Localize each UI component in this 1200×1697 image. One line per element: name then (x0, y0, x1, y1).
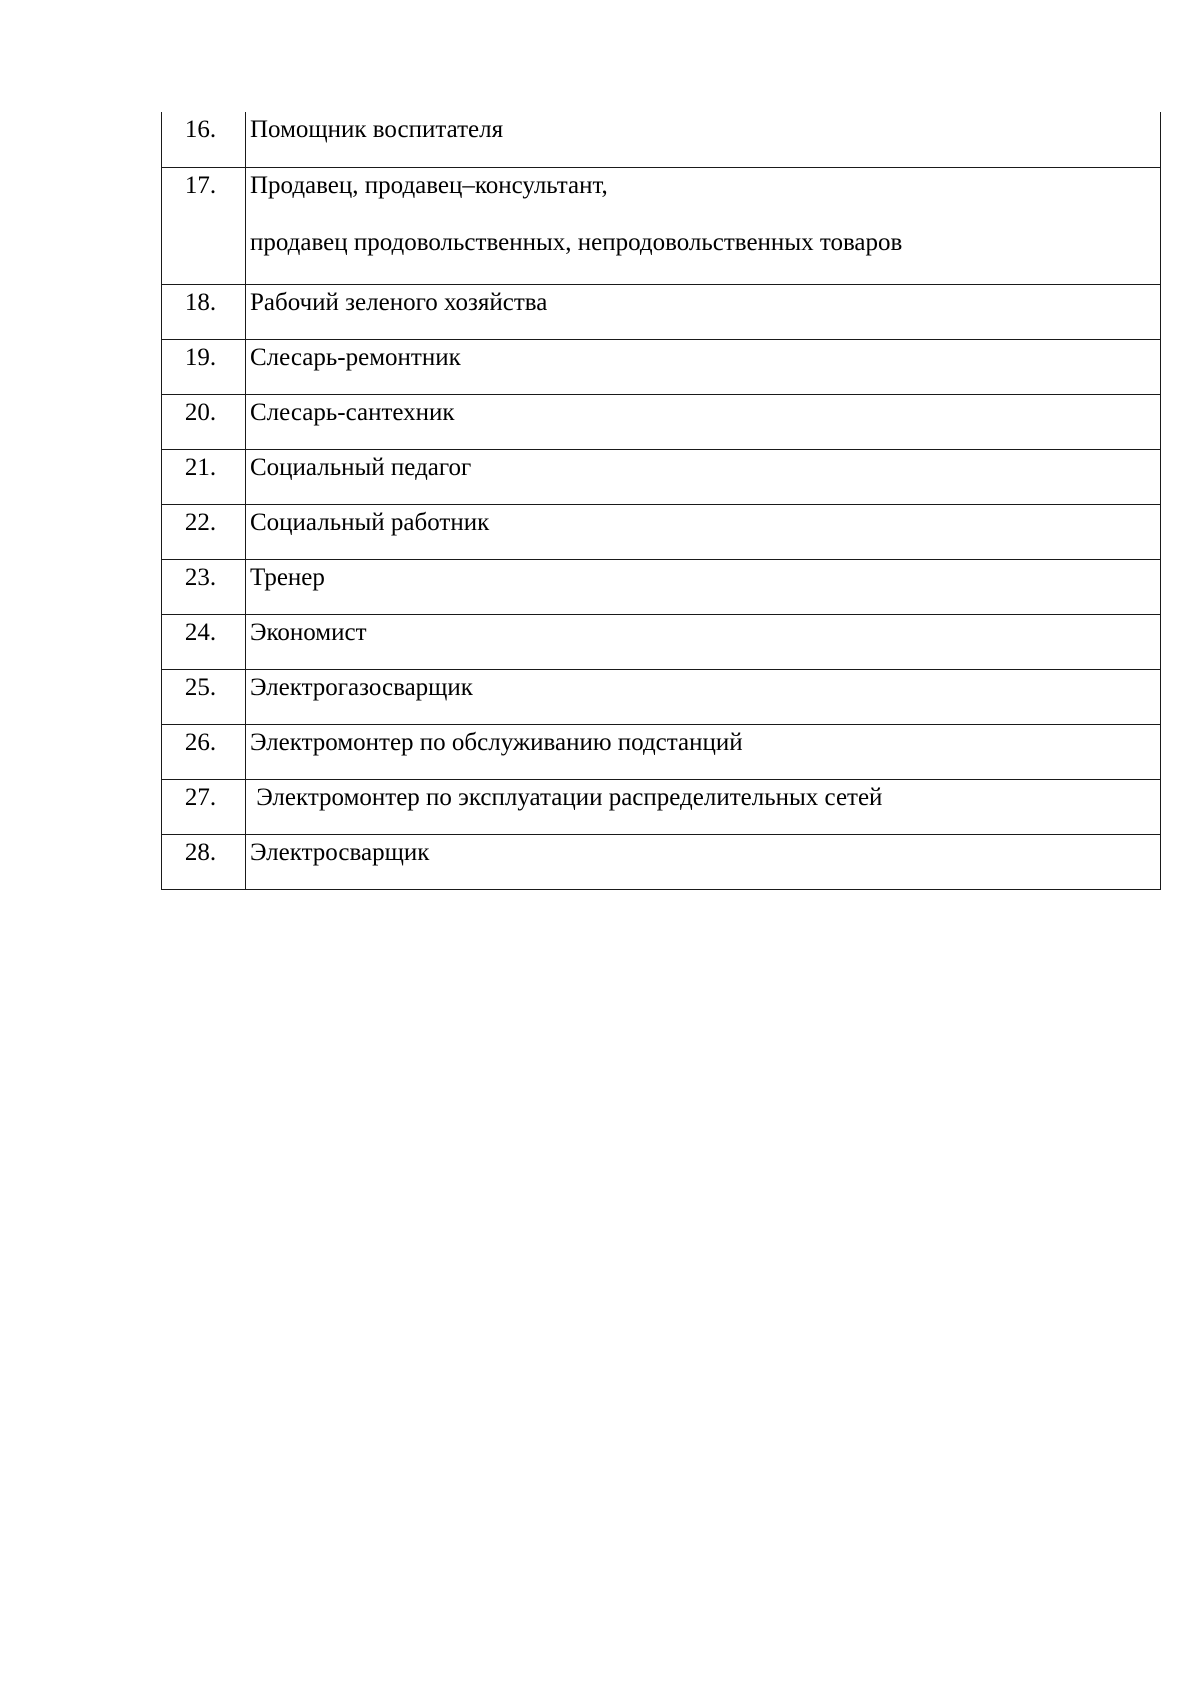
profession-name (246, 504, 1161, 559)
profession-name-line: Помощник воспитателя (250, 116, 504, 143)
profession-name-line: Электросварщик (250, 838, 430, 866)
profession-name-line: Экономист (250, 618, 367, 646)
profession-name (246, 167, 1161, 284)
table-row (162, 449, 1161, 504)
profession-name (246, 724, 1161, 779)
profession-name (246, 779, 1161, 834)
row-number: 28. (162, 834, 246, 889)
row-number: 25. (162, 669, 246, 724)
profession-name (246, 449, 1161, 504)
row-number: 19. (162, 339, 246, 394)
table-row (162, 779, 1161, 834)
row-number: 18. (162, 284, 246, 339)
professions-table (161, 112, 1161, 890)
table-row (162, 834, 1161, 889)
row-number: 21. (162, 449, 246, 504)
table-row (162, 112, 1161, 167)
row-number: 27. (162, 779, 246, 834)
profession-name-line: Слесарь-сантехник (250, 398, 455, 426)
profession-name-line: Электромонтер по эксплуатации распределительных сетей (250, 783, 883, 811)
row-number: 16. (162, 112, 246, 167)
profession-name-line: Тренер (250, 563, 325, 591)
profession-name-line: Продавец, продавец–консультант, (250, 171, 608, 199)
table-row (162, 284, 1161, 339)
row-number: 24. (162, 614, 246, 669)
profession-name-line: продавец продовольственных, непродовольственных товаров (250, 228, 903, 256)
profession-name-line: Социальный педагог (250, 453, 472, 481)
profession-name (246, 112, 1161, 167)
table-row (162, 559, 1161, 614)
profession-name-line: Электромонтер по обслуживанию подстанций (250, 728, 743, 756)
profession-name (246, 284, 1161, 339)
profession-name-line: Электрогазосварщик (250, 673, 473, 701)
profession-name (246, 339, 1161, 394)
profession-name-line: Социальный работник (250, 508, 490, 536)
profession-name (246, 834, 1161, 889)
table-row (162, 504, 1161, 559)
table-row (162, 339, 1161, 394)
row-number: 23. (162, 559, 246, 614)
profession-name (246, 669, 1161, 724)
row-number: 17. (162, 167, 246, 284)
table-row (162, 724, 1161, 779)
row-number: 20. (162, 394, 246, 449)
table-row (162, 394, 1161, 449)
profession-name-line: Слесарь-ремонтник (250, 343, 461, 371)
row-number: 22. (162, 504, 246, 559)
profession-name (246, 559, 1161, 614)
row-number: 26. (162, 724, 246, 779)
table-row (162, 167, 1161, 284)
profession-name (246, 614, 1161, 669)
table-row (162, 669, 1161, 724)
profession-name-line: Рабочий зеленого хозяйства (250, 288, 548, 316)
professions-table-body (162, 112, 1161, 889)
profession-name (246, 394, 1161, 449)
table-row (162, 614, 1161, 669)
